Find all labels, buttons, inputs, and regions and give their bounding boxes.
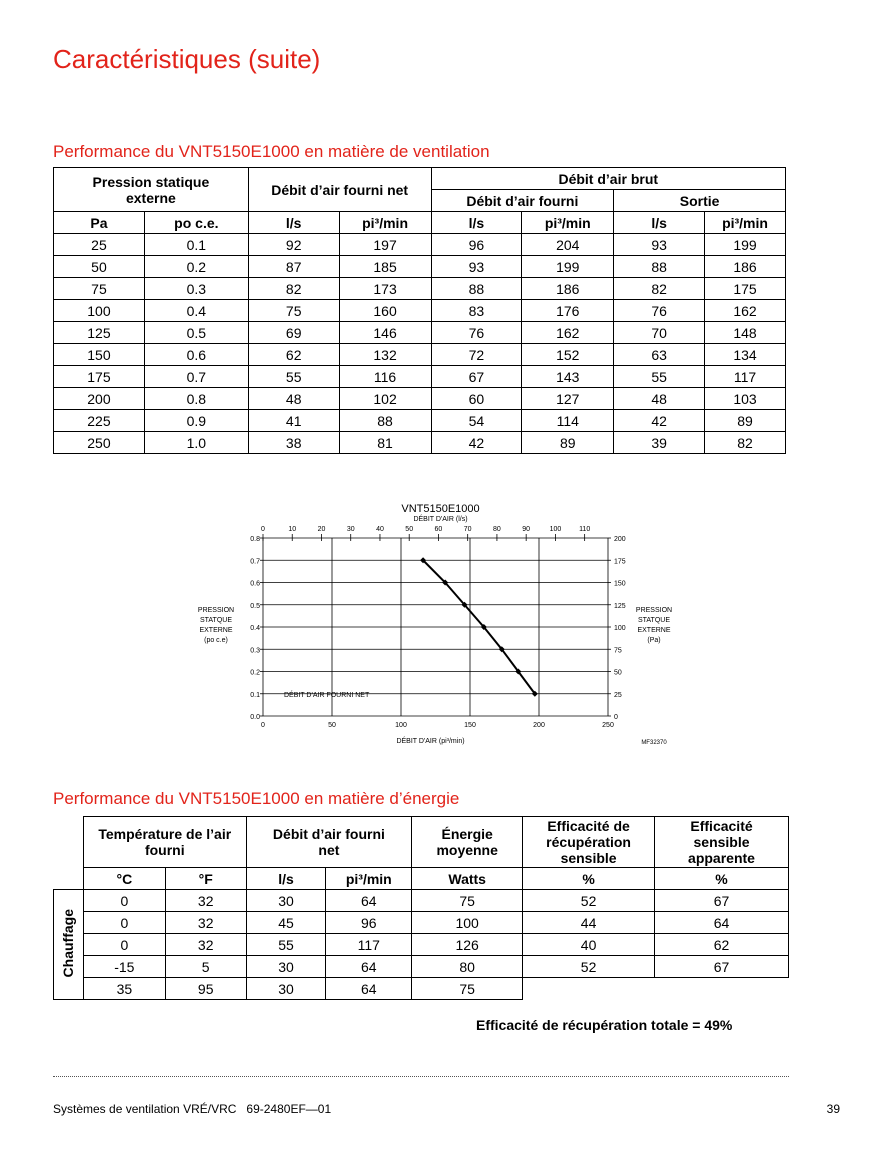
- table-cell: 88: [614, 256, 705, 278]
- unit-ls: l/s: [248, 212, 339, 234]
- unit-pct: %: [523, 868, 655, 890]
- table-row: [54, 256, 786, 278]
- table-cell: 162: [705, 300, 786, 322]
- x-tick: 50: [328, 722, 336, 729]
- table-cell: 62: [248, 344, 339, 366]
- y-label-right: PRESSION: [635, 607, 673, 614]
- table-cell: 42: [614, 410, 705, 432]
- table-cell: 72: [431, 344, 522, 366]
- blank-cell: [655, 978, 789, 1000]
- top-tick: 20: [317, 526, 326, 533]
- table-row: [54, 234, 786, 256]
- table-cell: 82: [614, 278, 705, 300]
- table-cell: 126: [412, 934, 523, 956]
- table-cell: 92: [248, 234, 339, 256]
- top-tick: 100: [549, 526, 562, 533]
- y-tick-left: 0.2: [250, 669, 260, 677]
- table-cell: 102: [339, 388, 431, 410]
- table-cell: 87: [248, 256, 339, 278]
- table-cell: 0.9: [144, 410, 248, 432]
- table-cell: 176: [522, 300, 614, 322]
- table-row: [54, 956, 789, 978]
- y-label-left: (po c.e): [204, 637, 228, 644]
- table-cell: 64: [655, 912, 789, 934]
- y-label-left: EXTERNE: [199, 627, 233, 634]
- table-cell: 200: [54, 388, 145, 410]
- table-cell: 116: [339, 366, 431, 388]
- table-cell: 42: [431, 432, 522, 454]
- table-cell: 32: [165, 934, 246, 956]
- page-number: 39: [826, 1102, 840, 1116]
- net-flow-header: Débit d’air fourni net: [246, 817, 412, 868]
- table-cell: 197: [339, 234, 431, 256]
- table-cell: 32: [165, 912, 246, 934]
- table-cell: 52: [523, 890, 655, 912]
- unit-cfm: pi³/min: [705, 212, 786, 234]
- x-tick: 100: [395, 722, 407, 729]
- y-tick-left: 0.3: [250, 647, 260, 655]
- table-cell: 48: [248, 388, 339, 410]
- table-cell: 64: [326, 890, 412, 912]
- y-tick-right: 0: [614, 714, 618, 721]
- table-cell: -15: [83, 956, 165, 978]
- ventilation-table: [53, 167, 786, 454]
- table-cell: 95: [165, 978, 246, 1000]
- table-cell: 0.2: [144, 256, 248, 278]
- y-tick-right: 200: [614, 536, 626, 543]
- top-tick: 110: [579, 526, 591, 533]
- table-cell: 143: [522, 366, 614, 388]
- table-cell: 0.3: [144, 278, 248, 300]
- heating-side-label: [54, 890, 84, 1000]
- table-cell: 55: [614, 366, 705, 388]
- y-tick-left: 0.7: [250, 558, 260, 566]
- units-row: [54, 212, 786, 234]
- top-tick: 40: [376, 526, 384, 533]
- table-cell: 62: [655, 934, 789, 956]
- table-cell: 89: [522, 432, 614, 454]
- table-cell: 175: [705, 278, 786, 300]
- table-cell: 199: [705, 234, 786, 256]
- y-tick-right: 100: [614, 625, 626, 632]
- y-tick-left: 0.1: [250, 691, 260, 699]
- table-cell: 64: [326, 956, 412, 978]
- table-cell: 100: [412, 912, 523, 934]
- y-tick-left: 0.8: [250, 536, 260, 543]
- table-cell: 38: [248, 432, 339, 454]
- table-cell: 186: [705, 256, 786, 278]
- table-cell: 96: [326, 912, 412, 934]
- y-tick-right: 50: [614, 669, 622, 677]
- page-title: Caractéristiques (suite): [53, 44, 321, 74]
- y-tick-left: 0.4: [250, 625, 260, 632]
- table-cell: 30: [246, 978, 326, 1000]
- table-cell: 69: [248, 322, 339, 344]
- unit-cfm: pi³/min: [326, 868, 412, 890]
- table-cell: 114: [522, 410, 614, 432]
- table-cell: 75: [412, 978, 523, 1000]
- x-tick: 150: [464, 722, 476, 729]
- table-cell: 39: [614, 432, 705, 454]
- table-cell: 175: [54, 366, 145, 388]
- table-cell: 160: [339, 300, 431, 322]
- ventilation-section-title: Performance du VNT5150E1000 en matière de ventilation: [53, 142, 490, 161]
- pressure-header: Pression statique externe: [54, 168, 249, 212]
- unit-ls: l/s: [431, 212, 522, 234]
- table-cell: 82: [705, 432, 786, 454]
- table-cell: 117: [326, 934, 412, 956]
- table-cell: 5: [165, 956, 246, 978]
- y-tick-right: 150: [614, 580, 626, 588]
- table-cell: 162: [522, 322, 614, 344]
- unit-ls: l/s: [614, 212, 705, 234]
- table-cell: 93: [614, 234, 705, 256]
- table-cell: 67: [431, 366, 522, 388]
- top-tick: 70: [463, 526, 472, 533]
- top-tick: 30: [346, 526, 355, 533]
- y-tick-right: 75: [614, 647, 622, 655]
- table-cell: 32: [165, 890, 246, 912]
- table-cell: 44: [523, 912, 655, 934]
- table-cell: 134: [705, 344, 786, 366]
- table-cell: 127: [522, 388, 614, 410]
- unit-wc: po c.e.: [144, 212, 248, 234]
- sre-header: Efficacité de récupération sensible: [523, 817, 655, 868]
- table-cell: 148: [705, 322, 786, 344]
- table-row: [54, 366, 786, 388]
- table-row: [54, 410, 786, 432]
- table-row: [54, 388, 786, 410]
- table-cell: 0.7: [144, 366, 248, 388]
- unit-pct: %: [655, 868, 789, 890]
- unit-ls: l/s: [246, 868, 326, 890]
- table-cell: 80: [412, 956, 523, 978]
- top-tick: 90: [522, 526, 531, 533]
- table-cell: 225: [54, 410, 145, 432]
- table-cell: 0.4: [144, 300, 248, 322]
- series-label: DÉBIT D'AIR FOURNI NET: [284, 691, 370, 699]
- table-cell: 41: [248, 410, 339, 432]
- total-efficiency: Efficacité de récupération totale = 49%: [476, 1017, 733, 1033]
- units-row: [54, 868, 789, 890]
- y-tick-left: 0.6: [250, 580, 260, 588]
- top-tick: 60: [434, 526, 443, 533]
- supply-header: Débit d’air fourni: [431, 190, 614, 212]
- table-cell: 0: [83, 912, 165, 934]
- temp-header: Température de l’air fourni: [83, 817, 246, 868]
- header-row: [54, 817, 789, 868]
- table-cell: 45: [246, 912, 326, 934]
- table-cell: 96: [431, 234, 522, 256]
- top-tick: 10: [288, 526, 297, 533]
- y-label-left: PRESSION: [197, 607, 235, 614]
- table-cell: 173: [339, 278, 431, 300]
- table-row: [54, 432, 786, 454]
- y-tick-right: 175: [614, 558, 626, 566]
- y-label-right: EXTERNE: [637, 627, 671, 634]
- table-cell: 82: [248, 278, 339, 300]
- table-cell: 88: [339, 410, 431, 432]
- table-cell: 50: [54, 256, 145, 278]
- table-cell: 0.5: [144, 322, 248, 344]
- y-label-right: STATQUE: [637, 617, 671, 624]
- table-cell: 146: [339, 322, 431, 344]
- energy-section-title: Performance du VNT5150E1000 en matière d’énergie: [53, 789, 460, 808]
- table-cell: 204: [522, 234, 614, 256]
- unit-watts: Watts: [412, 868, 523, 890]
- table-cell: 76: [431, 322, 522, 344]
- table-row: [54, 300, 786, 322]
- energy-header: Énergie moyenne: [412, 817, 523, 868]
- blank-cell: [54, 868, 84, 890]
- table-cell: 1.0: [144, 432, 248, 454]
- table-cell: 70: [614, 322, 705, 344]
- x-tick: 0: [261, 722, 265, 729]
- unit-cfm: pi³/min: [522, 212, 614, 234]
- table-cell: 0: [83, 890, 165, 912]
- top-axis-label: DÉBIT D'AIR (l/s): [413, 516, 468, 523]
- table-cell: 132: [339, 344, 431, 366]
- table-cell: 199: [522, 256, 614, 278]
- chart-title: VNT5150E1000: [401, 503, 480, 515]
- table-cell: 25: [54, 234, 145, 256]
- y-label-right: (Pa): [647, 637, 661, 644]
- top-tick: 0: [261, 526, 265, 533]
- net-flow-header: Débit d’air fourni net: [248, 168, 431, 212]
- table-cell: 0.8: [144, 388, 248, 410]
- table-cell: 0.1: [144, 234, 248, 256]
- table-cell: 64: [326, 978, 412, 1000]
- table-cell: 40: [523, 934, 655, 956]
- dotted-divider: [53, 1076, 789, 1077]
- table-cell: 54: [431, 410, 522, 432]
- exhaust-header: Sortie: [614, 190, 786, 212]
- gross-flow-header: Débit d’air brut: [431, 168, 786, 190]
- table-cell: 81: [339, 432, 431, 454]
- top-tick: 50: [405, 526, 414, 533]
- table-cell: 55: [248, 366, 339, 388]
- table-cell: 67: [655, 956, 789, 978]
- table-cell: 117: [705, 366, 786, 388]
- table-row: [54, 934, 789, 956]
- table-cell: 0: [83, 934, 165, 956]
- y-tick-right: 25: [614, 691, 622, 699]
- y-label-left: STATQUE: [199, 617, 233, 624]
- x-tick: 250: [602, 722, 614, 729]
- table-cell: 250: [54, 432, 145, 454]
- table-cell: 89: [705, 410, 786, 432]
- unit-c: °C: [83, 868, 165, 890]
- table-cell: 60: [431, 388, 522, 410]
- header-row: [54, 168, 786, 190]
- table-cell: 75: [248, 300, 339, 322]
- table-cell: 186: [522, 278, 614, 300]
- blank-cell: [523, 978, 655, 1000]
- ase-header: Efficacité sensible apparente: [655, 817, 789, 868]
- performance-chart: [190, 498, 690, 750]
- heating-label-text: Chauffage: [60, 908, 77, 978]
- table-cell: 150: [54, 344, 145, 366]
- table-cell: 0.6: [144, 344, 248, 366]
- table-cell: 88: [431, 278, 522, 300]
- footer-text: Systèmes de ventilation VRÉ/VRC 69-2480EF—01: [53, 1102, 332, 1116]
- table-cell: 75: [412, 890, 523, 912]
- table-cell: 185: [339, 256, 431, 278]
- top-tick: 80: [493, 526, 501, 533]
- table-cell: 55: [246, 934, 326, 956]
- table-row: [54, 278, 786, 300]
- y-tick-left: 0.0: [250, 714, 260, 721]
- figure-code: MF32370: [641, 740, 667, 746]
- table-cell: 48: [614, 388, 705, 410]
- table-cell: 30: [246, 890, 326, 912]
- unit-cfm: pi³/min: [339, 212, 431, 234]
- x-axis-label: DÉBIT D'AIR (pi³/min): [396, 738, 465, 745]
- table-row: [54, 978, 789, 1000]
- y-tick-right: 125: [614, 602, 626, 610]
- table-cell: 152: [522, 344, 614, 366]
- table-cell: 63: [614, 344, 705, 366]
- table-row: [54, 890, 789, 912]
- table-cell: 125: [54, 322, 145, 344]
- table-row: [54, 322, 786, 344]
- table-cell: 83: [431, 300, 522, 322]
- x-tick: 200: [533, 722, 545, 729]
- table-row: [54, 912, 789, 934]
- table-cell: 67: [655, 890, 789, 912]
- blank-cell: [54, 817, 84, 868]
- table-cell: 52: [523, 956, 655, 978]
- unit-pa: Pa: [54, 212, 145, 234]
- table-cell: 75: [54, 278, 145, 300]
- table-cell: 93: [431, 256, 522, 278]
- energy-table: [53, 816, 789, 1000]
- table-cell: 35: [83, 978, 165, 1000]
- table-cell: 30: [246, 956, 326, 978]
- unit-f: °F: [165, 868, 246, 890]
- table-cell: 103: [705, 388, 786, 410]
- table-cell: 100: [54, 300, 145, 322]
- table-row: [54, 344, 786, 366]
- table-cell: 76: [614, 300, 705, 322]
- y-tick-left: 0.5: [250, 602, 260, 610]
